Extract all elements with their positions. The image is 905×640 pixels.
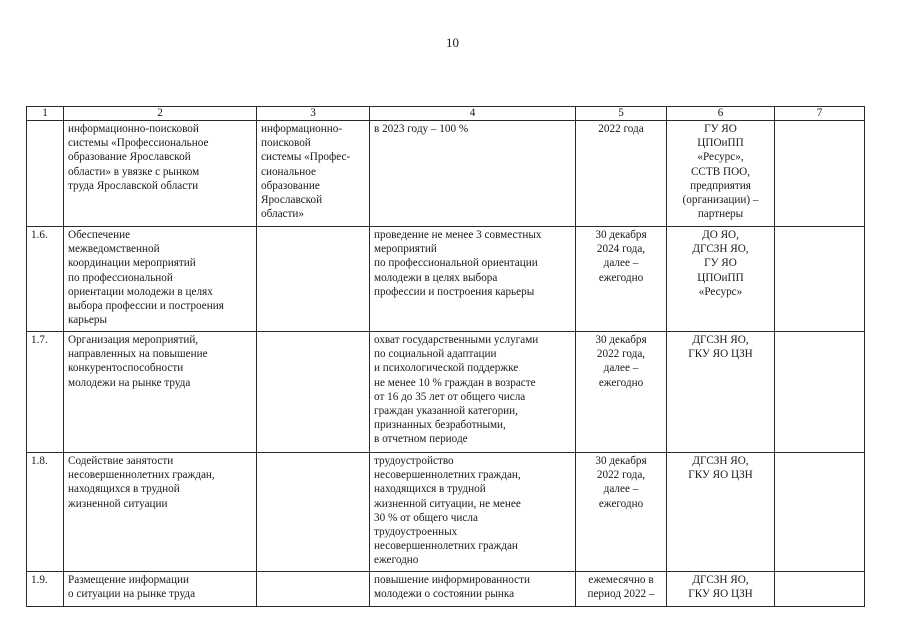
cell-text-line: 30 декабря	[595, 334, 647, 346]
cell-text-line: ДО ЯО,	[702, 229, 739, 241]
cell-text-line: «Ресурс»,	[697, 151, 744, 164]
row-number-cell: 1.6.	[27, 227, 64, 332]
table-row	[27, 227, 865, 332]
responsible-cell	[667, 332, 775, 453]
cell-text-line: молодежи о состоянии рынка	[374, 588, 515, 601]
note-cell	[775, 227, 865, 332]
row-number-cell	[27, 121, 64, 227]
header-cell-2: 2	[64, 107, 257, 121]
result-cell	[370, 453, 576, 572]
cell-text-line: ДГСЗН ЯО,	[692, 455, 749, 467]
row-number-cell: 1.8.	[27, 453, 64, 572]
cell-text-line: далее –	[603, 257, 639, 270]
cell-text-line: ССТВ ПОО,	[690, 165, 751, 178]
cell-text-line: образование Ярославской	[68, 151, 191, 164]
cell-text-line: межведомственной	[68, 243, 160, 256]
cell-text-line: партнеры	[697, 208, 744, 221]
cell-text-line: сиональное	[261, 165, 316, 178]
header-row	[27, 107, 865, 121]
table-row	[27, 332, 865, 453]
cell-text-line: граждан указанной категории,	[374, 405, 518, 418]
cell-text-line: повышение информированности	[374, 574, 530, 586]
cell-text-line: 30 декабря	[595, 455, 647, 467]
result-cell	[370, 121, 576, 227]
cell-text-line: поисковой	[261, 137, 311, 150]
cell-text-line: системы «Профессиональное	[68, 137, 209, 150]
cell-text-line: ежемесячно в	[588, 574, 654, 586]
table-row	[27, 453, 865, 572]
responsible-cell	[667, 453, 775, 572]
cell-text-line: мероприятий	[374, 243, 437, 256]
cell-text-line: трудоустройство	[374, 455, 454, 467]
cell-text-line: направленных на повышение	[68, 348, 208, 361]
cell-text-line: Содействие занятости	[68, 455, 174, 467]
cell-text-line: проведение не менее 3 совместных	[374, 229, 542, 241]
result-cell	[370, 572, 576, 607]
cell-text-line: жизненной ситуации, не менее	[374, 497, 521, 510]
cell-text-line: ежегодно	[598, 376, 644, 389]
deadline-cell	[576, 227, 667, 332]
header-cell-5: 5	[576, 107, 667, 121]
cell-text-line: информационно-поисковой	[68, 123, 199, 135]
note-cell	[775, 332, 865, 453]
cell-text-line: молодежи на рынке труда	[68, 376, 191, 389]
note-cell	[775, 121, 865, 227]
cell-text-line: находящихся в трудной	[68, 483, 180, 496]
cell-text-line: далее –	[603, 362, 639, 375]
cell-text-line: 30 декабря	[595, 229, 647, 241]
cell-text-line: «Ресурс»	[698, 285, 743, 298]
cell-text-line: 30 % от общего числа	[374, 511, 478, 524]
responsible-cell	[667, 572, 775, 607]
event-cell	[64, 121, 257, 227]
cell-text-line: области» в увязке с рынком	[68, 165, 200, 178]
cell-text-line: конкурентоспособности	[68, 362, 184, 375]
cell-text-line: ДГСЗН ЯО,	[692, 574, 749, 586]
cell-text-line: образование	[261, 179, 320, 192]
cell-text-line: 2022 года	[598, 123, 644, 135]
cell-text-line: ДГСЗН ЯО,	[692, 334, 749, 346]
cell-text-line: в отчетном периоде	[374, 433, 468, 446]
header-cell-7: 7	[775, 107, 865, 121]
cell-text-line: Обеспечение	[68, 229, 131, 241]
cell-text-line: ориентации молодежи в целях	[68, 285, 213, 298]
cell-text-line: ГУ ЯО	[704, 123, 737, 135]
cell-text-line: трудоустроенных	[374, 526, 458, 539]
cell-text-line: ЦПОиПП	[697, 137, 744, 150]
plan-table	[26, 106, 865, 607]
page-number: 10	[446, 35, 459, 50]
cell-text-line: ГУ ЯО	[704, 257, 737, 270]
cell-text-line: 2024 года,	[596, 243, 646, 256]
deadline-cell	[576, 572, 667, 607]
header-cell-4: 4	[370, 107, 576, 121]
cell-text-line: 2022 года,	[596, 348, 646, 361]
cell-text-line: ГКУ ЯО ЦЗН	[688, 469, 753, 482]
cell-text-line: профессии и построения карьеры	[374, 285, 535, 298]
cell-text-line: молодежи в целях выбора	[374, 271, 498, 284]
cell-text-line: о ситуации на рынке труда	[68, 588, 196, 601]
responsible-cell	[667, 121, 775, 227]
indicator-cell	[257, 572, 370, 607]
cell-text-line: выбора профессии и построения	[68, 300, 224, 313]
result-cell	[370, 227, 576, 332]
cell-text-line: период 2022 –	[587, 588, 655, 601]
cell-text-line: охват государственными услугами	[374, 334, 539, 346]
cell-text-line: ГКУ ЯО ЦЗН	[688, 588, 753, 601]
deadline-cell	[576, 453, 667, 572]
cell-text-line: находящихся в трудной	[374, 483, 486, 496]
cell-text-line: информационно-	[261, 123, 343, 135]
indicator-cell	[257, 332, 370, 453]
cell-text-line: области»	[261, 208, 304, 221]
cell-text-line: ДГСЗН ЯО,	[692, 243, 749, 256]
cell-text-line: (организации) –	[682, 194, 759, 207]
cell-text-line: системы «Профес-	[261, 151, 351, 164]
cell-text-line: не менее 10 % граждан в возрасте	[374, 376, 536, 389]
deadline-cell	[576, 121, 667, 227]
cell-text-line: координации мероприятий	[68, 257, 196, 270]
cell-text-line: ежегодно	[374, 554, 419, 567]
indicator-cell	[257, 227, 370, 332]
cell-text-line: предприятия	[690, 179, 751, 192]
cell-text-line: несовершеннолетних граждан	[374, 540, 518, 553]
cell-text-line: далее –	[603, 483, 639, 496]
header-cell-6: 6	[667, 107, 775, 121]
cell-text-line: несовершеннолетних граждан,	[68, 469, 215, 482]
cell-text-line: по профессиональной ориентации	[374, 257, 538, 270]
table-row	[27, 121, 865, 227]
cell-text-line: признанных безработными,	[374, 419, 506, 432]
cell-text-line: несовершеннолетних граждан,	[374, 469, 521, 482]
cell-text-line: жизненной ситуации	[68, 497, 168, 510]
event-cell	[64, 332, 257, 453]
cell-text-line: 2022 года,	[596, 469, 646, 482]
deadline-cell	[576, 332, 667, 453]
cell-text-line: в 2023 году – 100 %	[374, 123, 469, 135]
event-cell	[64, 572, 257, 607]
row-number-cell: 1.7.	[27, 332, 64, 453]
cell-text-line: ежегодно	[598, 271, 644, 284]
header-cell-3: 3	[257, 107, 370, 121]
cell-text-line: по профессиональной	[68, 271, 173, 284]
result-cell	[370, 332, 576, 453]
cell-text-line: ежегодно	[598, 497, 644, 510]
event-cell	[64, 453, 257, 572]
table-row	[27, 572, 865, 607]
indicator-cell	[257, 453, 370, 572]
cell-text-line: карьеры	[68, 314, 108, 327]
cell-text-line: по социальной адаптации	[374, 348, 497, 361]
cell-text-line: Организация мероприятий,	[68, 334, 199, 346]
event-cell	[64, 227, 257, 332]
cell-text-line: Размещение информации	[68, 574, 189, 586]
note-cell	[775, 572, 865, 607]
cell-text-line: ГКУ ЯО ЦЗН	[688, 348, 753, 361]
cell-text-line: ЦПОиПП	[697, 271, 744, 284]
row-number-cell: 1.9.	[27, 572, 64, 607]
responsible-cell	[667, 227, 775, 332]
cell-text-line: труда Ярославской области	[68, 179, 199, 192]
cell-text-line: и психологической поддержке	[374, 362, 519, 375]
cell-text-line: от 16 до 35 лет от общего числа	[374, 390, 526, 403]
cell-text-line: Ярославской	[261, 194, 323, 207]
note-cell	[775, 453, 865, 572]
indicator-cell	[257, 121, 370, 227]
header-cell-1: 1	[27, 107, 64, 121]
